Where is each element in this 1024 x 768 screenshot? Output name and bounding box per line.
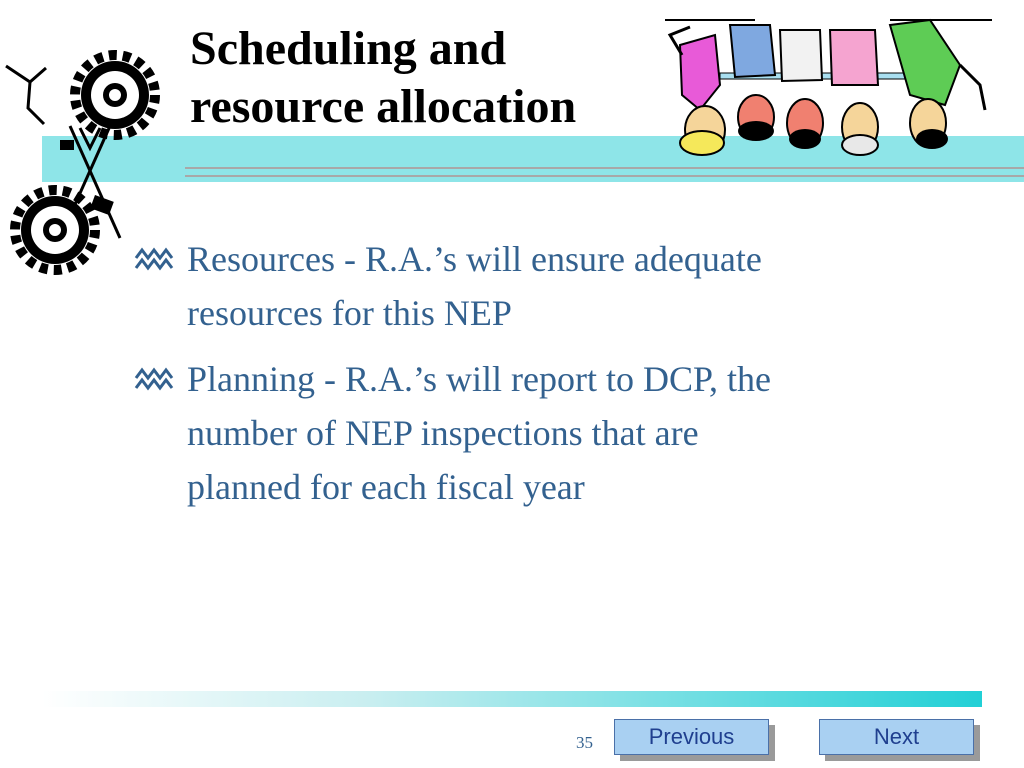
slide-title — [190, 20, 576, 136]
bullet-item-planning — [134, 352, 834, 514]
title-line-1: Scheduling and — [190, 22, 507, 75]
wave-bullet-icon — [134, 366, 174, 392]
next-button[interactable]: Next — [819, 719, 974, 755]
title-line-2: resource allocation — [190, 80, 577, 133]
previous-button[interactable]: Previous — [614, 719, 769, 755]
bullet-text: Resources - R.A.’s will ensure adequate resources for this NEP — [187, 239, 762, 333]
bullet-item-resources — [134, 232, 834, 340]
bullet-text: Planning - R.A.’s will report to DCP, the number of NEP inspections that are planned for each fiscal year — [187, 359, 771, 507]
page-number: 35 — [576, 733, 593, 752]
wave-bullet-icon — [134, 246, 174, 272]
footer-accent-bar — [42, 691, 982, 707]
people-clipart — [660, 15, 995, 170]
bullet-list — [134, 232, 834, 526]
